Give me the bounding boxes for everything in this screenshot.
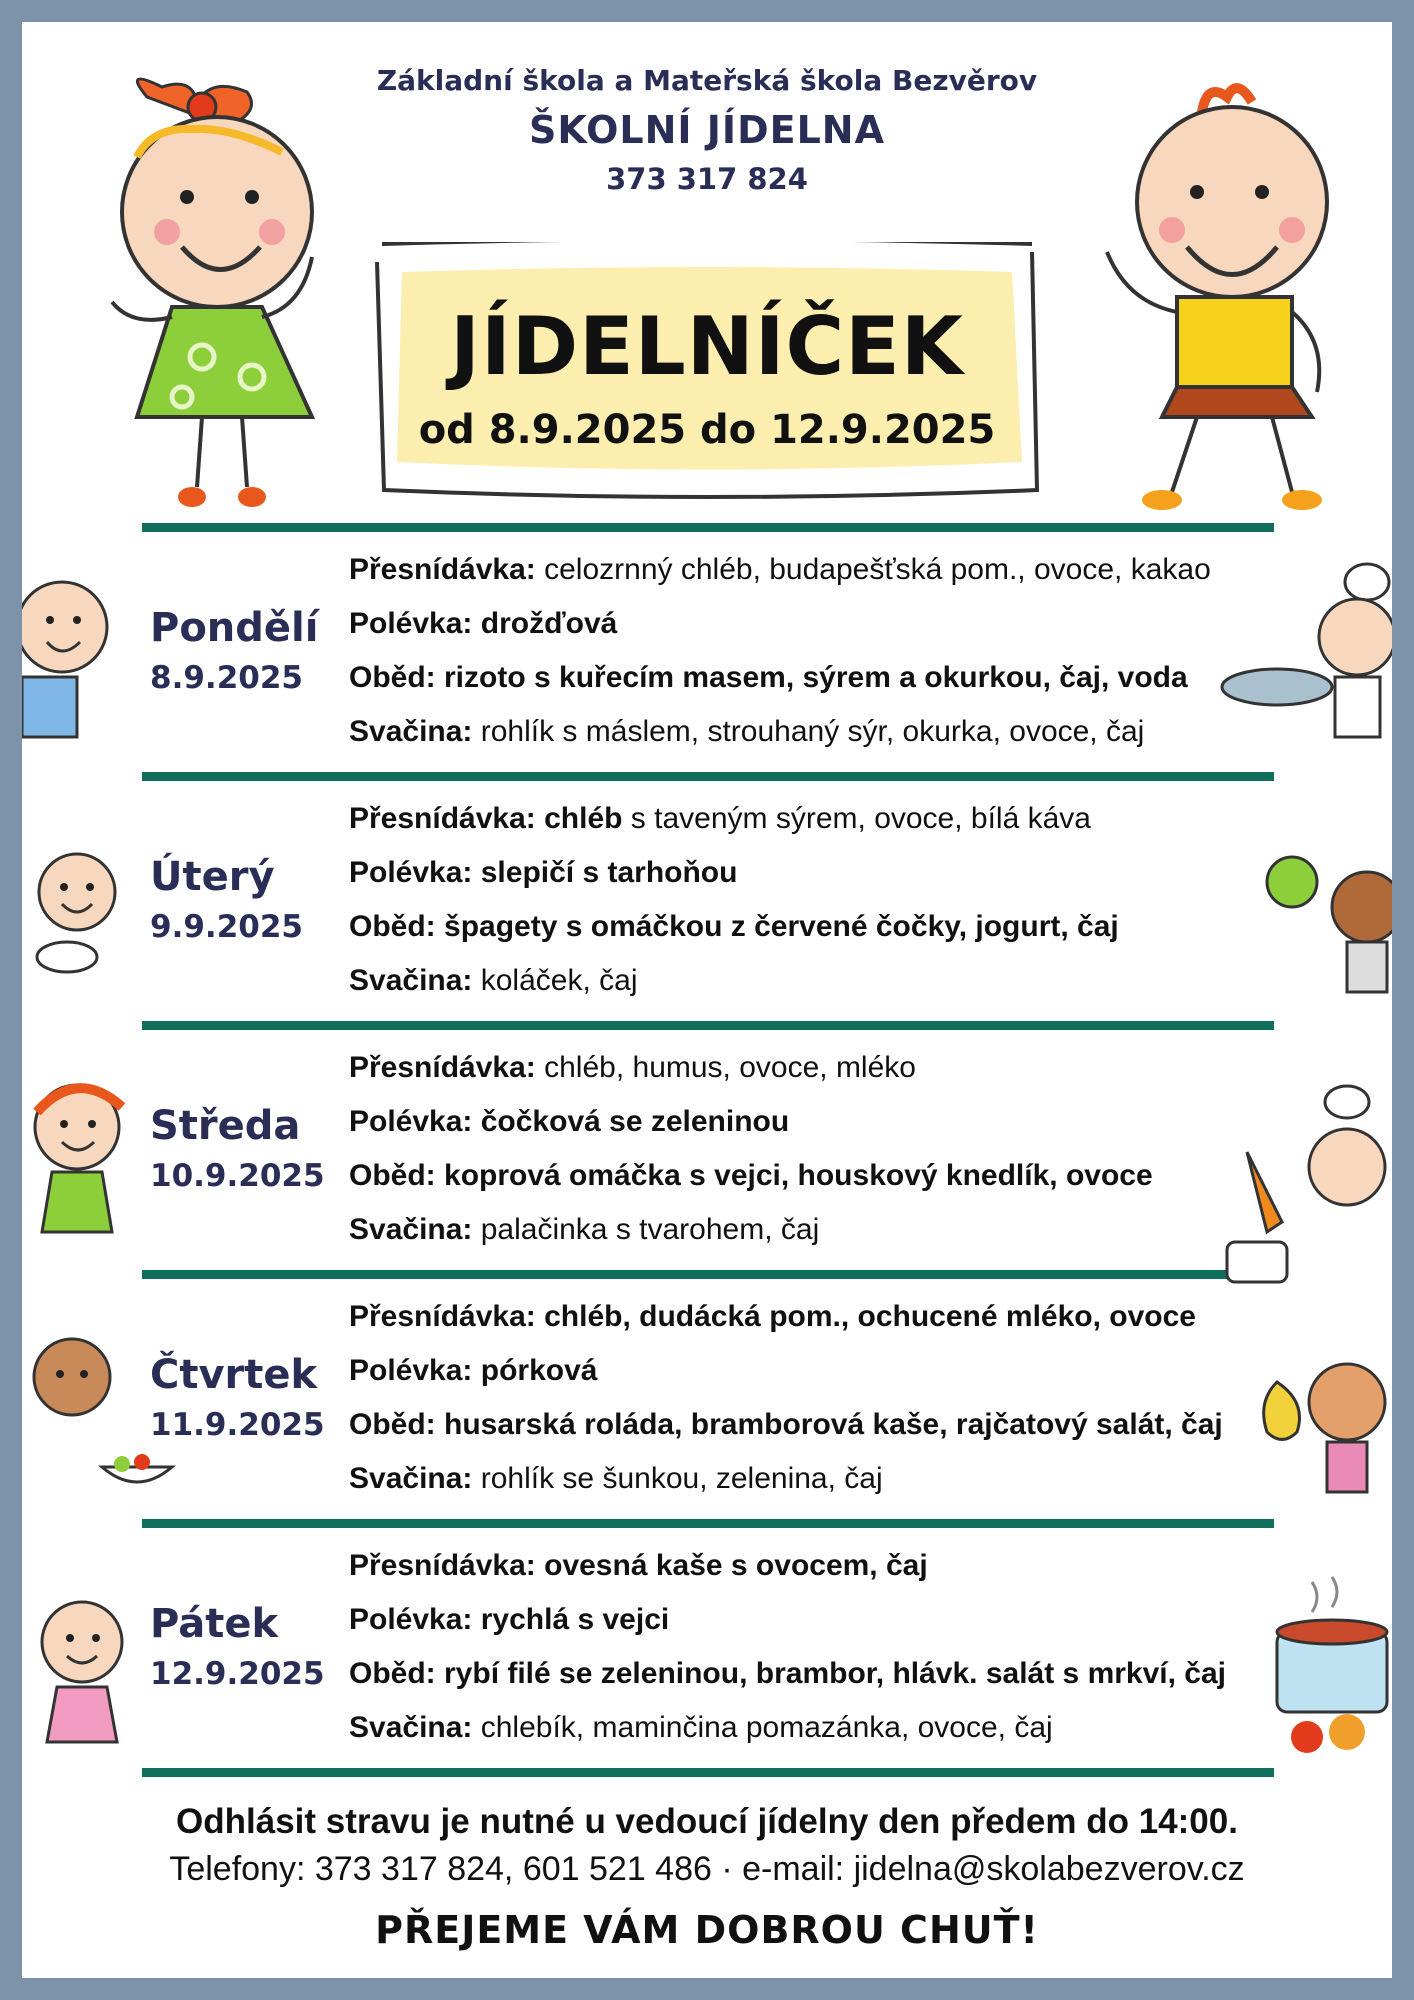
child-cooking-illustration xyxy=(22,832,142,1012)
soup-label: Polévka: xyxy=(349,607,473,640)
snack-text: palačinka s tvarohem, čaj xyxy=(472,1213,820,1246)
snack-text: chlebík, maminčina pomazánka, ovoce, čaj xyxy=(472,1711,1053,1744)
breakfast-label: Přesnídávka: xyxy=(349,553,536,586)
soup-line xyxy=(349,856,737,890)
day-thursday xyxy=(22,1279,1392,1517)
breakfast-text: celozrnný chléb, budapešťská pom., ovoce, kakao xyxy=(535,553,1211,586)
snack-text: rohlík s máslem, strouhaný sýr, okurka, ovoce, čaj xyxy=(472,715,1145,748)
lunch-text: koprová omáčka s vejci, houskový knedlík, ovoce xyxy=(435,1159,1153,1192)
snack-line xyxy=(349,1462,883,1496)
day-name: Úterý xyxy=(150,854,275,900)
cooking-pot-illustration xyxy=(1267,1572,1392,1772)
lunch-label: Oběd: xyxy=(349,1408,436,1441)
lunch-line xyxy=(349,1159,1153,1193)
lunch-text: špagety s omáčkou z červené čočky, jogurt, čaj xyxy=(435,910,1119,943)
snack-label: Svačina: xyxy=(349,1213,473,1246)
breakfast-line xyxy=(349,1300,1196,1334)
breakfast-label: Přesnídávka: xyxy=(349,1549,536,1582)
child-salad-illustration xyxy=(22,1322,192,1502)
chef-fish-illustration xyxy=(1217,552,1392,772)
day-friday xyxy=(22,1528,1392,1766)
breakfast-text: s taveným sýrem, ovoce, bílá káva xyxy=(622,802,1091,835)
menu-date-range: od 8.9.2025 do 12.9.2025 xyxy=(418,407,996,453)
girl-pigtails-illustration xyxy=(22,1572,142,1782)
day-tuesday xyxy=(22,781,1392,1019)
breakfast-label: Přesnídávka: xyxy=(349,1051,536,1084)
soup-text: slepičí s tarhoňou xyxy=(472,856,738,889)
school-name: Základní škola a Mateřská škola Bezvěrov xyxy=(376,64,1038,97)
soup-line xyxy=(349,607,617,641)
soup-line xyxy=(349,1105,789,1139)
day-monday xyxy=(22,532,1392,770)
breakfast-line xyxy=(349,802,1091,836)
soup-label: Polévka: xyxy=(349,1105,473,1138)
divider-rule xyxy=(142,1270,1274,1279)
boy-illustration xyxy=(1067,72,1367,522)
snack-text: koláček, čaj xyxy=(472,964,638,997)
soup-text: drožďová xyxy=(472,607,618,640)
snack-text: rohlík se šunkou, zelenina, čaj xyxy=(472,1462,883,1495)
day-name: Pondělí xyxy=(150,605,319,651)
soup-text: pórková xyxy=(472,1354,598,1387)
lunch-label: Oběd: xyxy=(349,1657,436,1690)
day-date: 10.9.2025 xyxy=(150,1158,325,1194)
day-date: 9.9.2025 xyxy=(150,909,303,945)
lunch-line xyxy=(349,1408,1223,1442)
day-name: Pátek xyxy=(150,1601,279,1647)
soup-label: Polévka: xyxy=(349,1354,473,1387)
menu-title: JÍDELNÍČEK xyxy=(450,300,964,393)
breakfast-text: chléb, dudácká pom., ochucené mléko, ovoce xyxy=(535,1300,1196,1333)
day-date: 12.9.2025 xyxy=(150,1656,325,1692)
divider-rule xyxy=(142,1519,1274,1528)
menu-page xyxy=(22,22,1392,1978)
snack-label: Svačina: xyxy=(349,964,473,997)
day-date: 8.9.2025 xyxy=(150,660,303,696)
soup-text: čočková se zeleninou xyxy=(472,1105,790,1138)
contact-line: Telefony: 373 317 824, 601 521 486 · e-mail: jidelna@skolabezverov.cz xyxy=(169,1850,1245,1888)
snack-line xyxy=(349,964,637,998)
girl-waving-illustration xyxy=(22,1062,142,1282)
cancellation-notice: Odhlásit stravu je nutné u vedoucí jídelny den předem do 14:00. xyxy=(176,1802,1238,1841)
lunch-line xyxy=(349,910,1119,944)
kitchen-title: ŠKOLNÍ JÍDELNA xyxy=(529,108,885,152)
breakfast-line xyxy=(349,1051,916,1085)
divider-rule xyxy=(142,523,1274,532)
snack-line xyxy=(349,715,1144,749)
lunch-label: Oběd: xyxy=(349,910,436,943)
breakfast-label: Přesnídávka: xyxy=(349,1300,536,1333)
lunch-line xyxy=(349,661,1188,695)
snack-label: Svačina: xyxy=(349,715,473,748)
breakfast-label: Přesnídávka: chléb xyxy=(349,802,623,835)
breakfast-line xyxy=(349,553,1211,587)
day-wednesday xyxy=(22,1030,1392,1268)
child-illustration xyxy=(22,562,132,772)
breakfast-text: chléb, humus, ovoce, mléko xyxy=(535,1051,916,1084)
girl-pear-illustration xyxy=(1237,1322,1392,1512)
kitchen-phone: 373 317 824 xyxy=(606,162,808,196)
lunch-text: rybí filé se zeleninou, brambor, hlávk. salát s mrkví, čaj xyxy=(435,1657,1226,1690)
snack-label: Svačina: xyxy=(349,1462,473,1495)
chef-carrot-illustration xyxy=(1207,1072,1392,1292)
breakfast-text: ovesná kaše s ovocem, čaj xyxy=(535,1549,928,1582)
girl-illustration xyxy=(92,57,382,527)
snack-label: Svačina: xyxy=(349,1711,473,1744)
snack-line xyxy=(349,1711,1053,1745)
soup-line xyxy=(349,1354,597,1388)
day-name: Čtvrtek xyxy=(150,1352,318,1398)
breakfast-line xyxy=(349,1549,928,1583)
soup-line xyxy=(349,1603,669,1637)
divider-rule xyxy=(142,1768,1274,1777)
lunch-label: Oběd: xyxy=(349,661,436,694)
divider-rule xyxy=(142,772,1274,781)
day-name: Středa xyxy=(150,1103,301,1149)
snack-line xyxy=(349,1213,819,1247)
divider-rule xyxy=(142,1021,1274,1030)
lunch-label: Oběd: xyxy=(349,1159,436,1192)
closing-wish: PŘEJEME VÁM DOBROU CHUŤ! xyxy=(375,1908,1039,1952)
child-broccoli-illustration xyxy=(1252,832,1392,1012)
day-date: 11.9.2025 xyxy=(150,1407,325,1443)
lunch-text: husarská roláda, bramborová kaše, rajčatový salát, čaj xyxy=(435,1408,1223,1441)
lunch-line xyxy=(349,1657,1226,1691)
soup-label: Polévka: xyxy=(349,856,473,889)
soup-text: rychlá s vejci xyxy=(472,1603,670,1636)
lunch-text: rizoto s kuřecím masem, sýrem a okurkou, čaj, voda xyxy=(435,661,1188,694)
soup-label: Polévka: xyxy=(349,1603,473,1636)
